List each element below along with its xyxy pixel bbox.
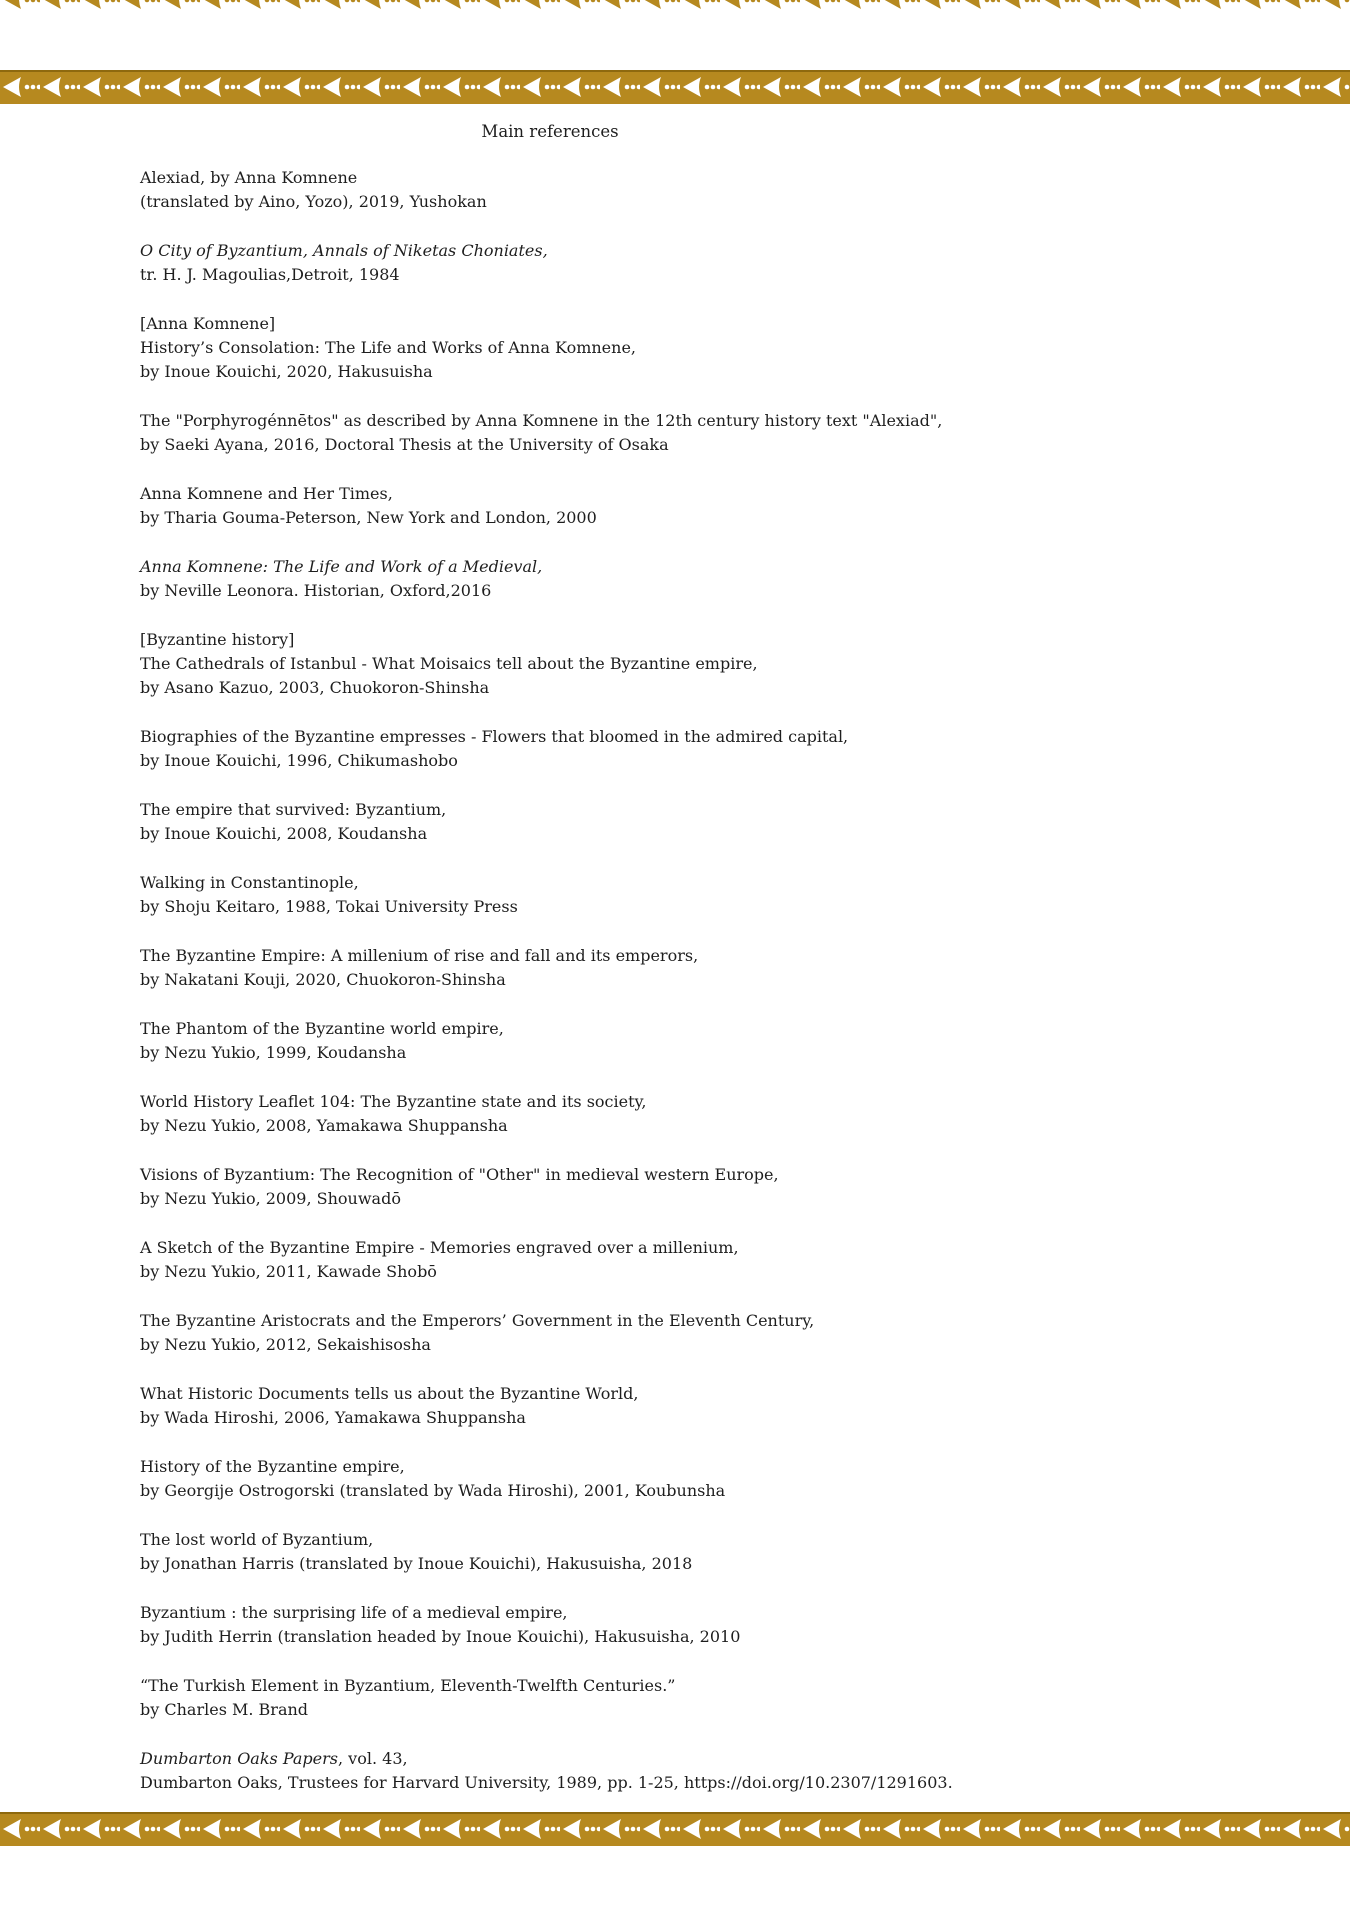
reference-line (140, 1090, 1320, 1114)
reference-line (140, 1114, 1320, 1138)
reference-line (140, 1017, 1320, 1041)
reference-line (140, 676, 1320, 700)
reference-text: Byzantium : the surprising life of a medieval empire, (140, 1603, 568, 1622)
reference-text: by Nezu Yukio, 2011, Kawade Shobō (140, 1262, 437, 1281)
reference-text: (translated by Aino, Yozo), 2019, Yushokan (140, 192, 487, 211)
reference-entry (140, 944, 1320, 992)
reference-line (140, 725, 1320, 749)
reference-text: by Nezu Yukio, 2008, Yamakawa Shuppansha (140, 1116, 508, 1135)
reference-text: by Tharia Gouma-Peterson, New York and London, 2000 (140, 508, 597, 527)
reference-line (140, 1041, 1320, 1065)
reference-line (140, 871, 1320, 895)
reference-line (140, 166, 1320, 190)
decorative-border-bottom (0, 1812, 1350, 1846)
reference-entry (140, 1674, 1320, 1722)
ornament-fragment-top (0, 0, 1350, 13)
reference-line (140, 1309, 1320, 1333)
reference-entry (140, 725, 1320, 773)
reference-text: by Neville Leonora. Historian, Oxford,2016 (140, 581, 492, 600)
reference-text: by Inoue Kouichi, 2020, Hakusuisha (140, 362, 433, 381)
reference-line (140, 1601, 1320, 1625)
reference-text: Dumbarton Oaks, Trustees for Harvard University, 1989, pp. 1-25, https://doi.org/10.2307/1291603. (140, 1773, 953, 1792)
reference-line (140, 749, 1320, 773)
reference-line (140, 482, 1320, 506)
reference-line (140, 190, 1320, 214)
reference-entry (140, 1236, 1320, 1284)
reference-line (140, 409, 1320, 433)
reference-entry (140, 1090, 1320, 1138)
reference-text: Anna Komnene and Her Times, (140, 484, 393, 503)
reference-line (140, 1382, 1320, 1406)
reference-line (140, 1479, 1320, 1503)
reference-text: [Anna Komnene] (140, 314, 276, 333)
reference-line (140, 1625, 1320, 1649)
reference-entry (140, 1017, 1320, 1065)
reference-text: Biographies of the Byzantine empresses - Flowers that bloomed in the admired capital, (140, 727, 849, 746)
reference-text: by Charles M. Brand (140, 1700, 309, 1719)
reference-line (140, 1455, 1320, 1479)
reference-text: The lost world of Byzantium, (140, 1530, 374, 1549)
reference-line (140, 1406, 1320, 1430)
reference-entry (140, 166, 1320, 214)
reference-line (140, 1698, 1320, 1722)
reference-line (140, 263, 1320, 287)
reference-line (140, 968, 1320, 992)
reference-entry (140, 1601, 1320, 1649)
reference-line (140, 895, 1320, 919)
reference-text: by Jonathan Harris (translated by Inoue Kouichi), Hakusuisha, 2018 (140, 1554, 693, 1573)
reference-line (140, 1552, 1320, 1576)
reference-text: by Nezu Yukio, 2012, Sekaishisosha (140, 1335, 431, 1354)
reference-line (140, 360, 1320, 384)
reference-line (140, 1674, 1320, 1698)
reference-entry (140, 628, 1320, 700)
reference-text: by Shoju Keitaro, 1988, Tokai University Press (140, 897, 518, 916)
reference-text: What Historic Documents tells us about the Byzantine World, (140, 1384, 639, 1403)
page-title: Main references (481, 122, 619, 141)
reference-line (140, 628, 1320, 652)
reference-text: by Nezu Yukio, 1999, Koudansha (140, 1043, 407, 1062)
reference-text: tr. H. J. Magoulias,Detroit, 1984 (140, 265, 400, 284)
reference-line (140, 1260, 1320, 1284)
reference-entry (140, 482, 1320, 530)
reference-text: by Nakatani Kouji, 2020, Chuokoron-Shinsha (140, 970, 506, 989)
reference-text: The Byzantine Empire: A millenium of rise and fall and its emperors, (140, 946, 699, 965)
reference-entry (140, 239, 1320, 287)
reference-text: by Georgije Ostrogorski (translated by Wada Hiroshi), 2001, Koubunsha (140, 1481, 726, 1500)
reference-text: by Nezu Yukio, 2009, Shouwadō (140, 1189, 401, 1208)
reference-text: History’s Consolation: The Life and Works of Anna Komnene, (140, 338, 636, 357)
reference-line (140, 798, 1320, 822)
reference-text: World History Leaflet 104: The Byzantine state and its society, (140, 1092, 647, 1111)
reference-entry (140, 1528, 1320, 1576)
reference-line (140, 555, 1320, 579)
reference-entry (140, 312, 1320, 384)
reference-text: by Inoue Kouichi, 1996, Chikumashobo (140, 751, 458, 770)
reference-text: Visions of Byzantium: The Recognition of "Other" in medieval western Europe, (140, 1165, 779, 1184)
reference-line (140, 1236, 1320, 1260)
reference-text: History of the Byzantine empire, (140, 1457, 405, 1476)
reference-entry (140, 1455, 1320, 1503)
reference-title-italic: O City of Byzantium, Annals of Niketas Choniates, (140, 241, 548, 260)
reference-line (140, 944, 1320, 968)
reference-title-italic: Anna Komnene: The Life and Work of a Medieval, (140, 557, 543, 576)
references-list (140, 166, 1320, 1820)
reference-line (140, 1747, 1320, 1771)
reference-line (140, 1771, 1320, 1795)
reference-text: “The Turkish Element in Byzantium, Eleventh-Twelfth Centuries.” (140, 1676, 676, 1695)
reference-line (140, 822, 1320, 846)
reference-text: A Sketch of the Byzantine Empire - Memories engraved over a millenium, (140, 1238, 739, 1257)
reference-text: by Inoue Kouichi, 2008, Koudansha (140, 824, 428, 843)
reference-text: [Byzantine history] (140, 630, 295, 649)
reference-entry (140, 555, 1320, 603)
reference-text: Walking in Constantinople, (140, 873, 359, 892)
reference-line (140, 239, 1320, 263)
reference-text: The "Porphyrogénnētos" as described by Anna Komnene in the 12th century history text "Alexiad", (140, 411, 943, 430)
decorative-border-top (0, 70, 1350, 104)
reference-text: The Phantom of the Byzantine world empire, (140, 1019, 504, 1038)
reference-line (140, 1187, 1320, 1211)
reference-entry (140, 798, 1320, 846)
reference-entry (140, 871, 1320, 919)
reference-line (140, 1333, 1320, 1357)
reference-text: by Saeki Ayana, 2016, Doctoral Thesis at the University of Osaka (140, 435, 669, 454)
reference-entry (140, 409, 1320, 457)
reference-entry (140, 1309, 1320, 1357)
reference-line (140, 433, 1320, 457)
reference-entry (140, 1747, 1320, 1795)
reference-text: , vol. 43, (338, 1749, 408, 1768)
reference-text: The Cathedrals of Istanbul - What Moisaics tell about the Byzantine empire, (140, 654, 758, 673)
reference-line (140, 336, 1320, 360)
reference-text: The empire that survived: Byzantium, (140, 800, 447, 819)
reference-title-italic: Dumbarton Oaks Papers (140, 1749, 338, 1768)
reference-line (140, 579, 1320, 603)
reference-line (140, 652, 1320, 676)
reference-text: by Judith Herrin (translation headed by Inoue Kouichi), Hakusuisha, 2010 (140, 1627, 741, 1646)
reference-text: Alexiad, by Anna Komnene (140, 168, 358, 187)
reference-text: by Wada Hiroshi, 2006, Yamakawa Shuppansha (140, 1408, 526, 1427)
reference-line (140, 1163, 1320, 1187)
reference-line (140, 312, 1320, 336)
reference-entry (140, 1163, 1320, 1211)
reference-text: by Asano Kazuo, 2003, Chuokoron-Shinsha (140, 678, 490, 697)
reference-text: The Byzantine Aristocrats and the Emperors’ Government in the Eleventh Century, (140, 1311, 815, 1330)
reference-line (140, 1528, 1320, 1552)
reference-line (140, 506, 1320, 530)
reference-entry (140, 1382, 1320, 1430)
